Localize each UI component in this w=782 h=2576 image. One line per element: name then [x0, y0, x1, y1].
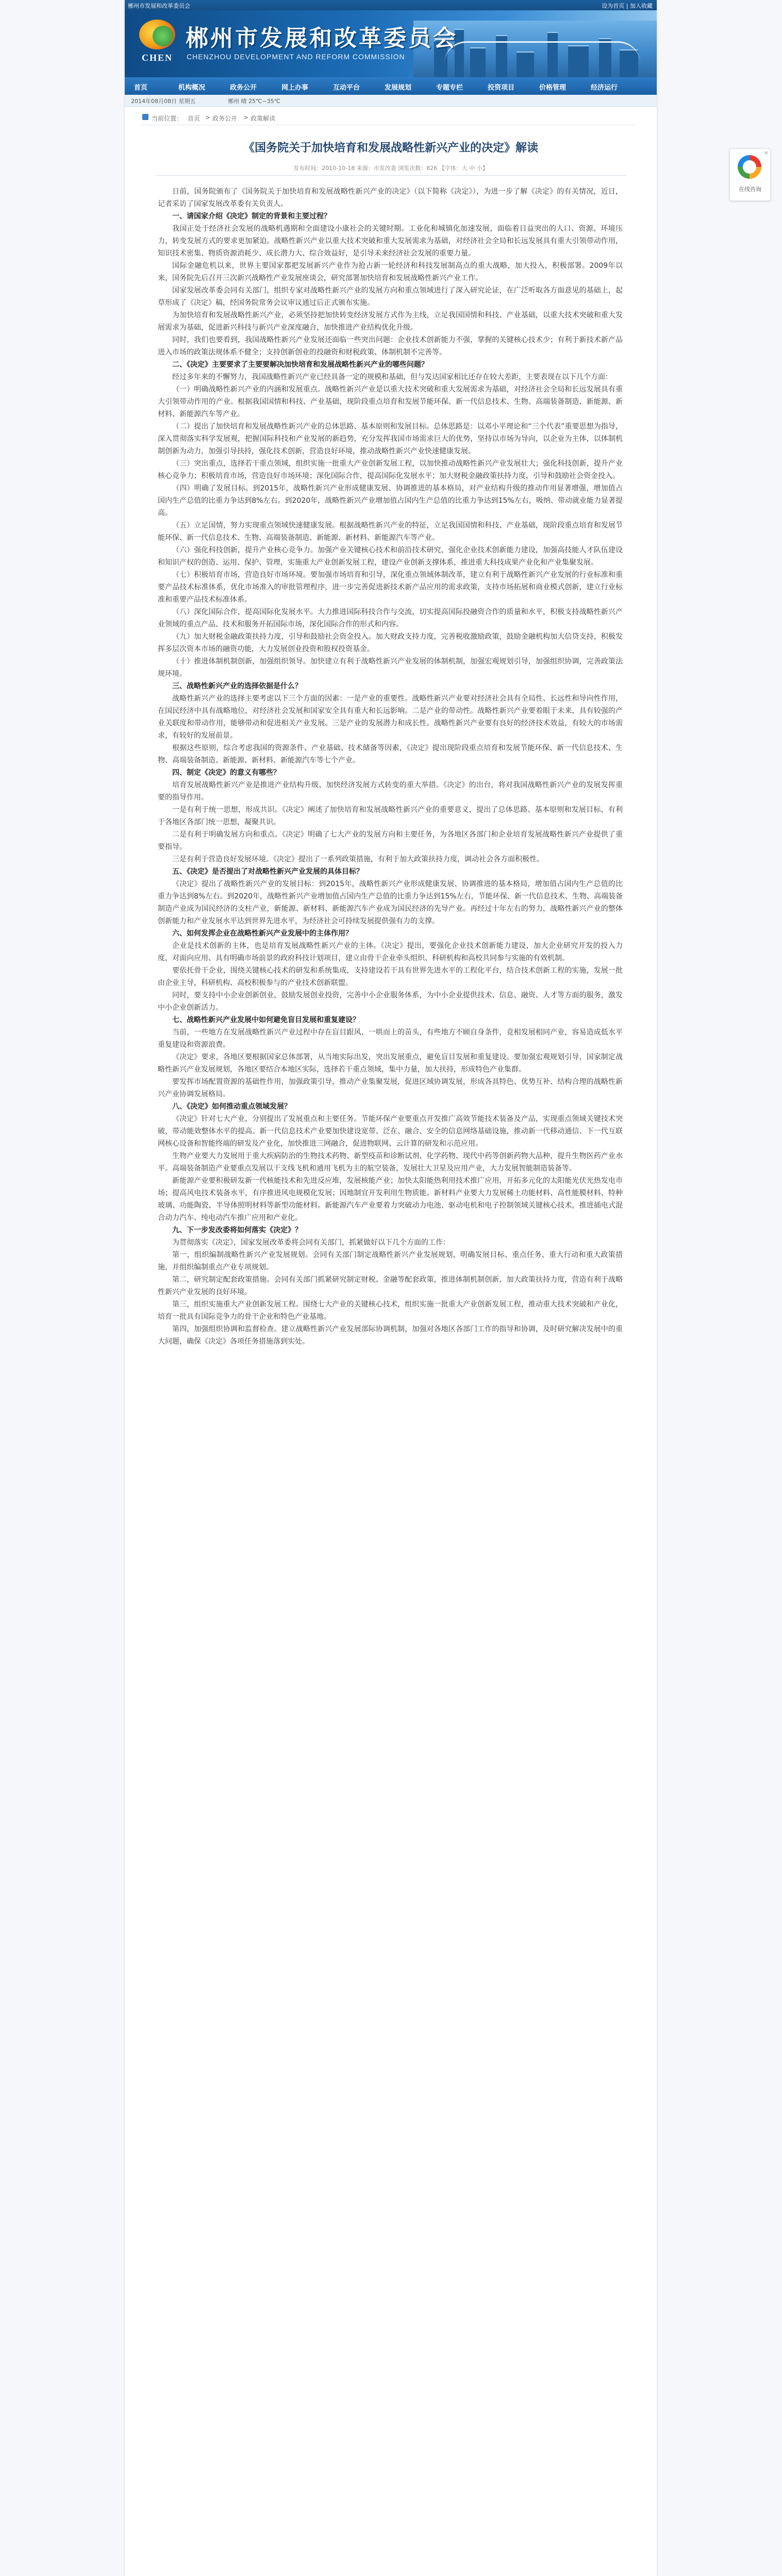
nav-item-home[interactable]: 首页: [134, 84, 148, 92]
article-paragraph: 《决定》提出了战略性新兴产业的发展目标：到2015年，战略性新兴产业形成健康发展、协调推进的基本格局，增加值占国内生产总值的比重力争达到8%左右。到2020年，战略性新兴产业增加值占国内生产总值的比重力争达到15%左右，节能环保、新一代信息技术、生物、高端装备制造产业成为国民经济的支柱产业，新能源、新材料、新能源汽车产业成为国民经济的先导产业。再经过十年左右的努力，战略性新兴产业的整体创新能力和产业发展水平达到世界先进水平，为经济社会可持续发展提供强有力的支撑。: [158, 880, 623, 925]
article-paragraph: 当前，一些地方在发展战略性新兴产业过程中存在盲目跟风、一哄而上的苗头，有些地方不顾自身条件，竞相发展相同产业，容易造成低水平重复建设和资源浪费。: [158, 1028, 623, 1049]
breadcrumb: [140, 111, 635, 125]
nav-item-interaction[interactable]: 互动平台: [333, 84, 360, 92]
article-paragraph: （五）立足国情，努力实现重点领域快速健康发展。根据战略性新兴产业的特征，立足我国国情和科技、产业基础，现阶段重点培育和发展节能环保、新一代信息技术、生物、高端装备制造、新能源、新材料、新能源汽车等产业。: [158, 521, 623, 542]
article-paragraph: （六）强化科技创新，提升产业核心竞争力。加强产业关键核心技术和前沿技术研究，强化企业技术创新能力建设，加强高技能人才队伍建设和知识产权的创造、运用、保护、管理，实施重大产业创新发展工程，建设产业创新支撑体系，推进重大科技成果产业化和产业集聚发展。: [158, 546, 623, 567]
article-paragraph: 生物产业要大力发展用于重大疾病防治的生物技术药物、新型疫苗和诊断试剂、化学药物、现代中药等创新药物大品种，提升生物医药产业水平。高端装备制造产业要重点发展以干支线飞机和通用飞机为主的航空装备，发展壮大卫星及应用产业，大力发展智能制造装备等。: [158, 1152, 623, 1173]
article-paragraph: 为贯彻落实《决定》，国家发展改革委将会同有关部门，抓紧做好以下几个方面的工作：: [172, 1239, 450, 1247]
nav-item-economy[interactable]: 经济运行: [591, 84, 618, 92]
article-paragraph: 经过多年来的不懈努力，我国战略性新兴产业已经具备一定的规模和基础，但与发达国家相比还存在较大差距，主要表现在以下几个方面：: [172, 373, 612, 381]
article-paragraph: 要发挥市场配置资源的基础性作用，加强政策引导，推动产业集聚发展，促进区域协调发展，形成各具特色、优势互补、结构合理的战略性新兴产业协调发展格局。: [158, 1078, 623, 1098]
article-paragraph: 三是有利于营造良好发展环境。《决定》提出了一系列政策措施，有利于加大政策扶持力度，调动社会各方面积极性。: [172, 855, 544, 863]
article-paragraph: （九）加大财税金融政策扶持力度，引导和鼓励社会资金投入。加大财政支持力度，完善税收激励政策，鼓励金融机构加大信贷支持，积极发挥多层次资本市场的融资功能，大力发展创业投资和股权投资基金。: [158, 633, 623, 653]
article-paragraph: （二）提出了加快培育和发展战略性新兴产业的总体思路、基本原则和发展目标。总体思路是：以邓小平理论和“三个代表”重要思想为指导，深入贯彻落实科学发展观，把握国际科技和产业发展的新趋势，充分发挥我国市场需求巨大的优势，坚持以市场为导向，以企业为主体，以体制机制创新为动力，加强引导扶持，强化技术创新，营造良好环境，推动战略性新兴产业快速健康发展。: [158, 422, 623, 455]
article-paragraph: 日前，国务院颁布了《国务院关于加快培育和发展战略性新兴产业的决定》（以下简称《决定》），为进一步了解《决定》的有关情况，近日，记者采访了国家发展改革委有关负责人。: [158, 188, 623, 208]
article-paragraph: （八）深化国际合作，提高国际化发展水平。大力推进国际科技合作与交流，切实提高国际投融资合作的质量和水平，积极支持战略性新兴产业领域的重点产品、技术和服务开拓国际市场，深化国际合作的形式和内容。: [158, 608, 623, 629]
article-body: [158, 185, 623, 1348]
article-paragraph: （三）突出重点，选择若干重点领域，组织实施一批重大产业创新发展工程，以加快推动战略性新兴产业发展壮大；强化科技创新，提升产业核心竞争力；积极培育市场，营造良好市场环境；深化国际合作，提高国际化发展水平；加大财税金融政策扶持力度，引导和鼓励社会资金投入。: [158, 460, 623, 480]
section-heading: 七、战略性新兴产业发展中如何避免盲目发展和重复建设？: [172, 1016, 360, 1024]
close-icon[interactable]: ×: [763, 149, 769, 156]
article-paragraph: （一）明确战略性新兴产业的内涵和发展重点。战略性新兴产业是以重大技术突破和重大发展需求为基础，对经济社会全局和长远发展具有重大引领带动作用的产业。根据我国国情和科技、产业基础，现阶段重点培育和发展节能环保、新一代信息技术、生物、高端装备制造、新能源、新材料、新能源汽车等产业。: [158, 385, 623, 418]
article-paragraph: 国家发展改革委会同有关部门，组织专家对战略性新兴产业的发展方向和重点领域进行了深入研究论证，在广泛听取各方面意见的基础上，起草形成了《决定》稿，经国务院常务会议审议通过后正式颁布实施。: [158, 286, 623, 307]
breadcrumb-current[interactable]: 政策解读: [251, 115, 276, 122]
weather-info: 郴州 晴 25℃~35℃: [228, 98, 280, 105]
article-paragraph: （四）明确了发展目标。到2015年，战略性新兴产业形成健康发展、协调推进的基本格局，对产业结构升级的推动作用显著增强，增加值占国内生产总值的比重力争达到8%左右。到2020年，战略性新兴产业增加值占国内生产总值的比重力争达到15%左右，吸纳、带动就业能力显著提高。: [158, 484, 623, 517]
section-heading: 三、战略性新兴产业的选择依据是什么？: [172, 682, 302, 690]
section-heading: 二、《决定》主要要求了主要要解决加快培育和发展战略性新兴产业的哪些问题？: [172, 361, 428, 369]
article-paragraph: （十）推进体制机制创新，加强组织领导。加快建立有利于战略性新兴产业发展的体制机制，加强宏观规划引导，加强组织协调，完善政策法规环境。: [158, 657, 623, 678]
divider: [156, 175, 626, 176]
nav-item-planning[interactable]: 发展规划: [385, 84, 412, 92]
article-paragraph: 要依托骨干企业，围绕关键核心技术的研发和系统集成，支持建设若干具有世界先进水平的工程化平台，结合技术创新工程的实施，发展一批由企业主导，科研机构、高校积极参与的产业技术创新联盟。: [158, 967, 623, 987]
top-strip-links[interactable]: 设为首页 | 加入收藏: [602, 3, 653, 9]
breadcrumb-home[interactable]: 首页: [188, 115, 201, 122]
article-paragraph: 第二，研究制定配套政策措施。会同有关部门抓紧研究制定财税、金融等配套政策，推进体制机制创新，加大政策扶持力度，营造有利于战略性新兴产业发展的良好环境。: [158, 1276, 623, 1296]
home-icon: [142, 114, 148, 120]
site-title: 郴州市发展和改革委员会: [186, 25, 458, 52]
nav-item-about[interactable]: 机构概况: [178, 84, 206, 92]
consult-logo-icon: [738, 155, 761, 179]
article-title: 《国务院关于加快培育和发展战略性新兴产业的决定》解读: [243, 142, 538, 155]
article-paragraph: 一是有利于统一思想，形成共识。《决定》阐述了加快培育和发展战略性新兴产业的重要意义，提出了总体思路、基本原则和发展目标，有利于各地区各部门统一思想，凝聚共识。: [158, 806, 623, 826]
site-banner: [125, 10, 657, 77]
breadcrumb-prefix: 当前位置：: [152, 115, 183, 122]
article-paragraph: 《决定》针对七大产业，分别提出了发展重点和主要任务。节能环保产业要重点开发推广高效节能技术装备及产品，实现重点领域关键技术突破，带动能效整体水平的提高。新一代信息技术产业要加快建设宽带、泛在、融合、安全的信息网络基础设施，推动新一代移动通信、下一代互联网核心设备和智能终端的研发及产业化，加快推进三网融合，促进物联网、云计算的研发和示范应用。: [158, 1115, 623, 1148]
page-wrapper: [125, 0, 657, 2576]
article-paragraph: 为加快培育和发展战略性新兴产业，必须坚持把加快转变经济发展方式作为主线，立足我国国情和科技、产业基础，以重大技术突破和重大发展需求为基础，促进新兴科技与新兴产业深度融合，加快推进产业结构优化升级。: [158, 311, 623, 332]
article-paragraph: 同时，我们也要看到，我国战略性新兴产业发展还面临一些突出问题：企业技术创新能力不强，掌握的关键核心技术少；有利于新技术新产品进入市场的政策法规体系不健全；支持创新创业的投融资和财税政策、体制机制不完善等。: [158, 336, 623, 357]
article-paragraph: 国际金融危机以来，世界主要国家都把发展新兴产业作为抢占新一轮经济和科技发展制高点的重大战略，加大投入，积极部署。2009年以来，国务院先后召开三次新兴战略性产业发展座谈会，研究部署加快培育和发展战略性新兴产业工作。: [158, 262, 623, 282]
logo-leaf-icon: [153, 26, 173, 46]
main-nav: [125, 77, 657, 95]
section-heading: 四、制定《决定》的意义有哪些？: [172, 769, 280, 777]
article-paragraph: 我国正处于经济社会发展的战略机遇期和全面建设小康社会的关键时期。工业化和城镇化加速发展，面临着日益突出的人口、资源、环境压力，转变发展方式的要求更加紧迫。战略性新兴产业以重大技术突破和重大发展需求为基础，对经济社会全局和长远发展具有重大引领带动作用，知识技术密集、物质资源消耗少、成长潜力大、综合效益好，是引导未来经济社会发展的重要力量。: [158, 225, 623, 258]
section-heading: 八、《决定》如何推动重点领域发展？: [172, 1103, 291, 1111]
breadcrumb-sep: >: [205, 114, 211, 121]
consult-label: 在线咨询: [739, 186, 761, 193]
top-strip-left: 郴州市发展和改革委员会: [128, 3, 190, 9]
breadcrumb-sep: >: [243, 114, 249, 121]
article-paragraph: 新能源产业要积极研发新一代核能技术和先进反应堆，发展核能产业；加快太阳能热利用技术推广应用，开拓多元化的太阳能光伏光热发电市场；提高风电技术装备水平，有序推进风电规模化发展；因地制宜开发利用生物质能。新材料产业要大力发展稀土功能材料、高性能膜材料、特种玻璃、功能陶瓷、半导体照明材料等新型功能材料。新能源汽车产业要着力突破动力电池、驱动电机和电子控制领域关键核心技术，推进插电式混合动力汽车、纯电动汽车推广应用和产业化。: [158, 1177, 623, 1222]
logo-text: CHEN: [141, 53, 173, 63]
article-paragraph: （七）积极培育市场，营造良好市场环境。要加强市场培育和引导，深化重点领域体制改革，建立有利于战略性新兴产业发展的行业标准和重要产品技术标准体系，优化市场准入的审批管理程序，进一步完善促进新技术新产品应用的需求政策，支持市场拓展和商业模式创新，建立行业标准和重要产品技术标准体系。: [158, 571, 623, 604]
nav-item-projects[interactable]: 投资项目: [488, 84, 515, 92]
top-strip: [125, 0, 657, 10]
section-heading: 五、《决定》是否提出了对战略性新兴产业发展的具体目标？: [172, 868, 363, 876]
section-heading: 六、如何发挥企业在战略性新兴产业发展中的主体作用？: [172, 929, 353, 938]
article-paragraph: 根据这些原则，综合考虑我国的资源条件、产业基础、技术储备等因素，《决定》提出现阶段重点培育和发展节能环保、新一代信息技术、生物、高端装备制造、新能源、新材料、新能源汽车等七个产业。: [158, 744, 623, 765]
site-subtitle: CHENZHOU DEVELOPMENT AND REFORM COMMISSION: [187, 53, 405, 61]
site-logo[interactable]: [135, 16, 179, 64]
floating-consult-widget[interactable]: [729, 148, 771, 201]
nav-item-price[interactable]: 价格管理: [539, 84, 567, 92]
section-heading: 一、请国家介绍《决定》制定的背景和主要过程？: [172, 212, 331, 221]
nav-item-online-services[interactable]: 网上办事: [281, 84, 309, 92]
article-paragraph: 培育发展战略性新兴产业是推进产业结构升级、加快经济发展方式转变的重大举措。《决定》的出台，将对我国战略性新兴产业的发展发挥重要的指导作用。: [158, 781, 623, 802]
current-date: 2014年08月08日 星期五: [131, 98, 196, 105]
breadcrumb-disclosure[interactable]: 政务公开: [212, 115, 238, 122]
nav-item-topics[interactable]: 专题专栏: [436, 84, 463, 92]
date-bar: [125, 95, 657, 107]
bridge-arch: [444, 41, 640, 63]
article-paragraph: 第一，组织编制战略性新兴产业发展规划。会同有关部门制定战略性新兴产业发展规划，明确发展目标、重点任务、重大行动和重大政策措施，并组织编制重点产业专项规划。: [158, 1251, 623, 1272]
article-paragraph: 同时，要支持中小企业创新创业，鼓励发展创业投资，完善中小企业服务体系，为中小企业提供技术、信息、融资、人才等方面的服务，激发中小企业创新活力。: [158, 991, 623, 1012]
article-paragraph: 第四，加强组织协调和监督检查。建立战略性新兴产业发展部际协调机制，加强对各地区各部门工作的指导和协调，及时研究解决发展中的重大问题，确保《决定》各项任务措施落到实处。: [158, 1325, 623, 1346]
article-paragraph: 企业是技术创新的主体，也是培育发展战略性新兴产业的主体。《决定》提出，要强化企业技术创新能力建设，加大企业研究开发的投入力度，对面向应用、具有明确市场前景的政府科技计划项目，建立由骨干企业牵头组织、科研机构和高校共同参与实施的有效机制。: [158, 942, 623, 962]
article-paragraph: 战略性新兴产业的选择主要考虑以下三个方面的因素：一是产业的重要性。战略性新兴产业要对经济社会具有全局性、长远性和导向性作用，在国民经济中具有战略地位，对经济社会发展和国家安全具有重大和长远影响。二是产业的带动性。战略性新兴产业要着眼于未来，具有较强的产业关联度和带动作用，能够带动和促进相关产业发展。三是产业的发展潜力和成长性。战略性新兴产业要有良好的经济技术效益，有较大的市场需求，有较好的发展前景。: [158, 694, 623, 740]
article-paragraph: 二是有利于明确发展方向和重点。《决定》明确了七大产业的发展方向和主要任务，为各地区各部门和企业培育发展战略性新兴产业提供了重要指导。: [158, 831, 623, 851]
article-meta: 发布时间：2010-10-18 来源：市发改委 浏览次数：826 【字体：大 中 小】: [293, 165, 488, 172]
article-paragraph: 第三，组织实施重大产业创新发展工程。围绕七大产业的关键核心技术，组织实施一批重大产业创新发展工程，推动重大技术突破和产业化，培育一批具有国际竞争力的骨干企业和特色产业基地。: [158, 1300, 623, 1321]
article-paragraph: 《决定》要求，各地区要根据国家总体部署，从当地实际出发，突出发展重点，避免盲目发展和重复建设。要加强宏观规划引导，国家制定战略性新兴产业发展规划，各地区要结合本地区实际，选择若干重点领域，集中力量，加大扶持，形成特色产业集群。: [158, 1053, 623, 1074]
nav-item-disclosure[interactable]: 政务公开: [230, 84, 257, 92]
section-heading: 九、下一步发改委将如何落实《决定》？: [172, 1226, 302, 1234]
